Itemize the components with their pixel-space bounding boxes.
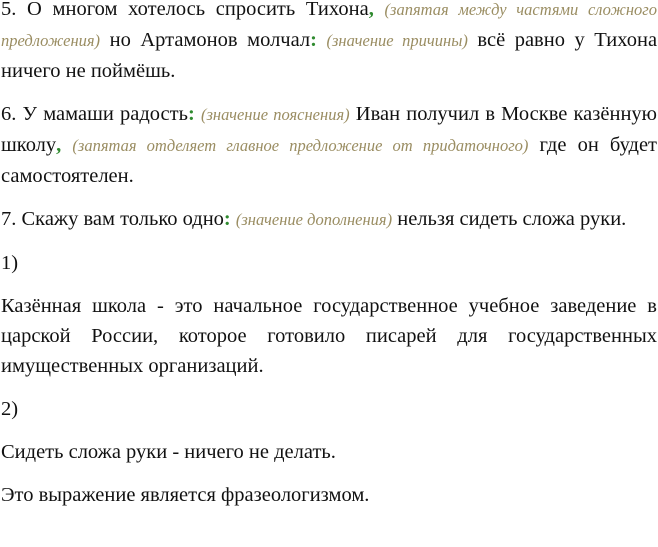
sentence-6-part-3: где он будет самостоятелен.	[1, 134, 658, 187]
annotation-complement: (значение дополнения)	[235, 210, 393, 229]
sentence-6-part-2: Иван получил в Москве казённую школу	[1, 103, 657, 156]
sentence-5	[1, 0, 657, 86]
sentence-7-part-2: нельзя сидеть сложа руки.	[397, 208, 627, 230]
sentence-7-part-1: 7. Скажу вам только одно	[1, 208, 224, 230]
highlighted-colon: :	[223, 208, 231, 230]
highlighted-comma: ,	[368, 0, 374, 20]
sentence-7	[1, 204, 657, 235]
sentence-6	[1, 99, 657, 191]
annotation-explanation: (значение пояснения)	[200, 105, 350, 124]
highlighted-comma: ,	[56, 134, 62, 156]
phraseologism-note: Это выражение является фразеологизмом.	[1, 484, 370, 506]
annotation-comma-separates-clause: (запятая отделяет главное предложение от придаточного)	[72, 136, 529, 155]
sentence-6-part-1: 6. У мамаши радость	[1, 103, 188, 125]
sentence-5-part-3: всё равно у Тихона ничего не поймёшь.	[1, 29, 658, 82]
definition-sidet-slozha-ruki: Сидеть сложа руки - ничего не делать.	[1, 441, 336, 463]
annotation-comma-between-clauses: (запятая между частями сложного предложения)	[1, 0, 657, 50]
sentence-5-part-2: но Артамонов молчал	[109, 29, 311, 51]
highlighted-colon: :	[310, 29, 317, 51]
highlighted-colon: :	[187, 103, 195, 125]
item-number-1: 1)	[1, 252, 19, 274]
annotation-reason: (значение причины)	[326, 31, 468, 50]
sentence-5-part-1: 5. О многом хотелось спросить Тихона	[1, 0, 369, 20]
item-number-2: 2)	[1, 398, 19, 420]
definition-kazennaya-shkola: Казённая школа - это начальное государственное учебное заведение в царской России, которое готовило писарей для государственных имущественных организаций.	[1, 295, 657, 377]
